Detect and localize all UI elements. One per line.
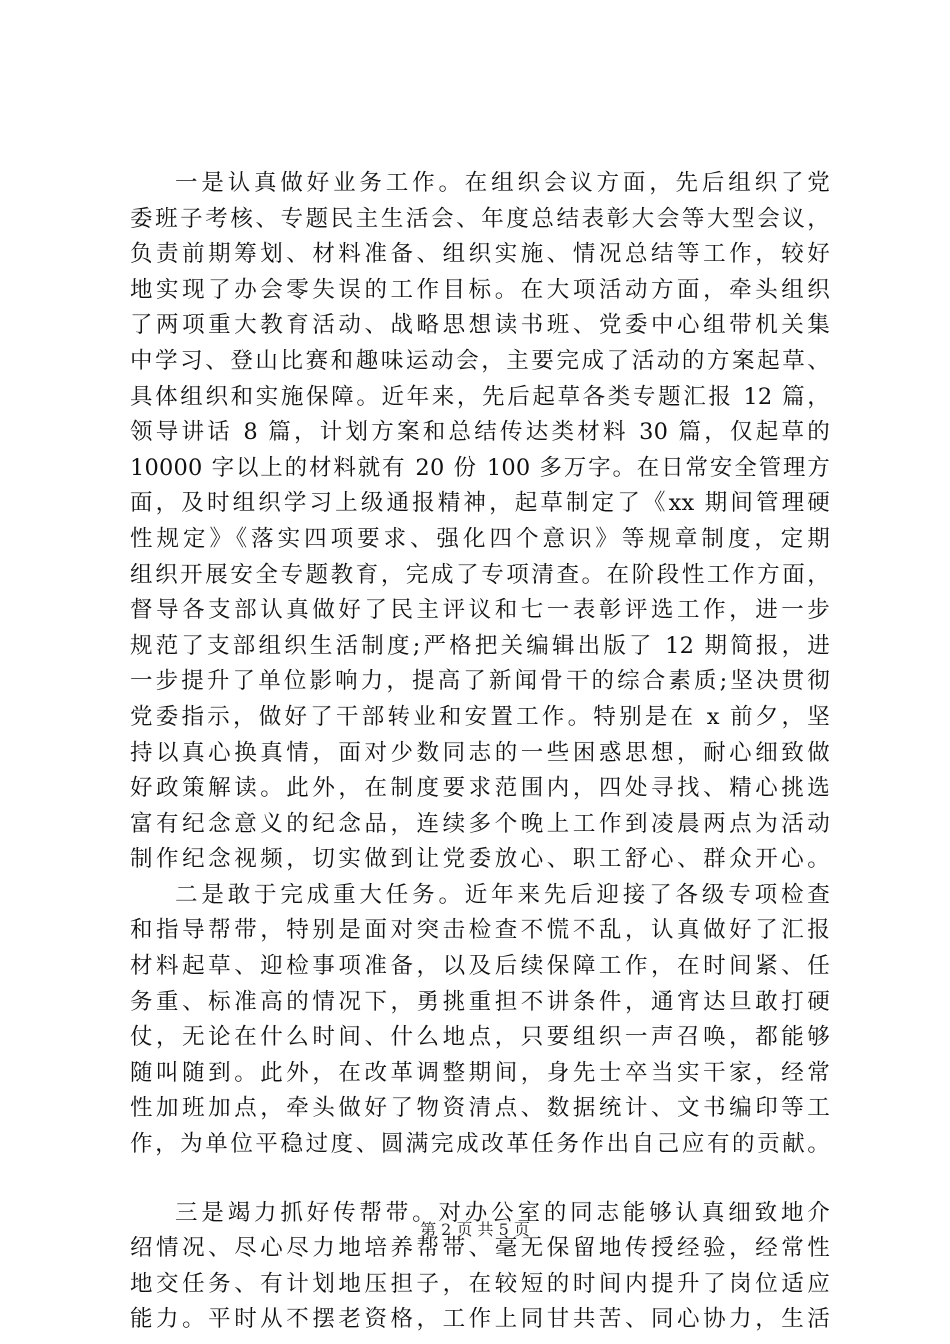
text-line: 督导各支部认真做好了民主评议和七一表彰评选工作，进一步	[130, 597, 830, 624]
paragraph-major-tasks	[130, 878, 830, 1163]
page-number-footer: 第 2 页 共 5 页	[420, 1220, 530, 1239]
text-line: 性加班加点，牵头做好了物资清点、数据统计、文书编印等工	[130, 1095, 830, 1122]
text-line: 10000 字以上的材料就有 20 份 100 多万字。在日常安全管理方	[130, 454, 830, 481]
text-line: 持以真心换真情，面对少数同志的一些困惑思想，耐心细致做	[130, 739, 830, 766]
text-line: 一是认真做好业务工作。在组织会议方面，先后组织了党	[175, 170, 830, 196]
text-line: 能力。平时从不摆老资格，工作上同甘共苦、同心协力，生活	[130, 1306, 830, 1333]
text-line: 一步提升了单位影响力，提高了新闻骨干的综合素质;坚决贯彻	[130, 668, 830, 695]
text-line: 制作纪念视频，切实做到让党委放心、职工舒心、群众开心。	[130, 846, 830, 873]
text-line: 中学习、登山比赛和趣味运动会，主要完成了活动的方案起草、	[130, 347, 830, 374]
text-line: 地实现了办会零失误的工作目标。在大项活动方面，牵头组织	[130, 276, 830, 303]
text-line: 务重、标准高的情况下，勇挑重担不讲条件，通宵达旦敢打硬	[130, 988, 830, 1015]
text-line: 材料起草、迎检事项准备，以及后续保障工作，在时间紧、任	[130, 953, 830, 980]
text-line: 随叫随到。此外，在改革调整期间，身先士卒当实干家，经常	[130, 1059, 830, 1086]
paragraph-business-work	[130, 166, 830, 878]
paragraph-spacer	[130, 1163, 830, 1196]
text-line: 作，为单位平稳过度、圆满完成改革任务作出自己应有的贡献。	[130, 1131, 830, 1158]
text-line: 绍情况、尽心尽力地培养帮带、毫无保留地传授经验，经常性	[130, 1235, 830, 1262]
text-line: 了两项重大教育活动、战略思想读书班、党委中心组带机关集	[130, 312, 830, 339]
text-line: 领导讲话 8 篇，计划方案和总结传达类材料 30 篇，仅起草的	[130, 419, 830, 446]
text-line: 党委指示，做好了干部转业和安置工作。特别是在 x 前夕，坚	[130, 703, 830, 730]
paragraph-mentoring	[130, 1196, 830, 1338]
text-line: 规范了支部组织生活制度;严格把关编辑出版了 12 期简报，进	[130, 632, 830, 659]
text-line: 具体组织和实施保障。近年来，先后起草各类专题汇报 12 篇，	[130, 383, 830, 410]
text-line: 三是竭力抓好传帮带。对办公室的同志能够认真细致地介	[175, 1199, 830, 1226]
text-line: 负责前期筹划、材料准备、组织实施、情况总结等工作，较好	[130, 241, 830, 268]
text-line: 组织开展安全专题教育，完成了专项清查。在阶段性工作方面，	[130, 561, 830, 588]
document-body	[130, 166, 830, 1338]
text-line: 二是敢于完成重大任务。近年来先后迎接了各级专项检查	[175, 881, 830, 908]
text-line: 地交任务、有计划地压担子，在较短的时间内提升了岗位适应	[130, 1270, 830, 1297]
text-line: 和指导帮带，特别是面对突击检查不慌不乱，认真做好了汇报	[130, 917, 830, 944]
text-line: 委班子考核、专题民主生活会、年度总结表彰大会等大型会议，	[130, 205, 830, 232]
text-line: 面，及时组织学习上级通报精神，起草制定了《xx 期间管理硬	[130, 490, 830, 517]
text-line: 仗，无论在什么时间、什么地点，只要组织一声召唤，都能够	[130, 1024, 830, 1051]
text-line: 性规定》《落实四项要求、强化四个意识》等规章制度，定期	[130, 525, 830, 552]
text-line: 富有纪念意义的纪念品，连续多个晚上工作到凌晨两点为活动	[130, 810, 830, 837]
text-line: 好政策解读。此外，在制度要求范围内，四处寻找、精心挑选	[130, 775, 830, 802]
